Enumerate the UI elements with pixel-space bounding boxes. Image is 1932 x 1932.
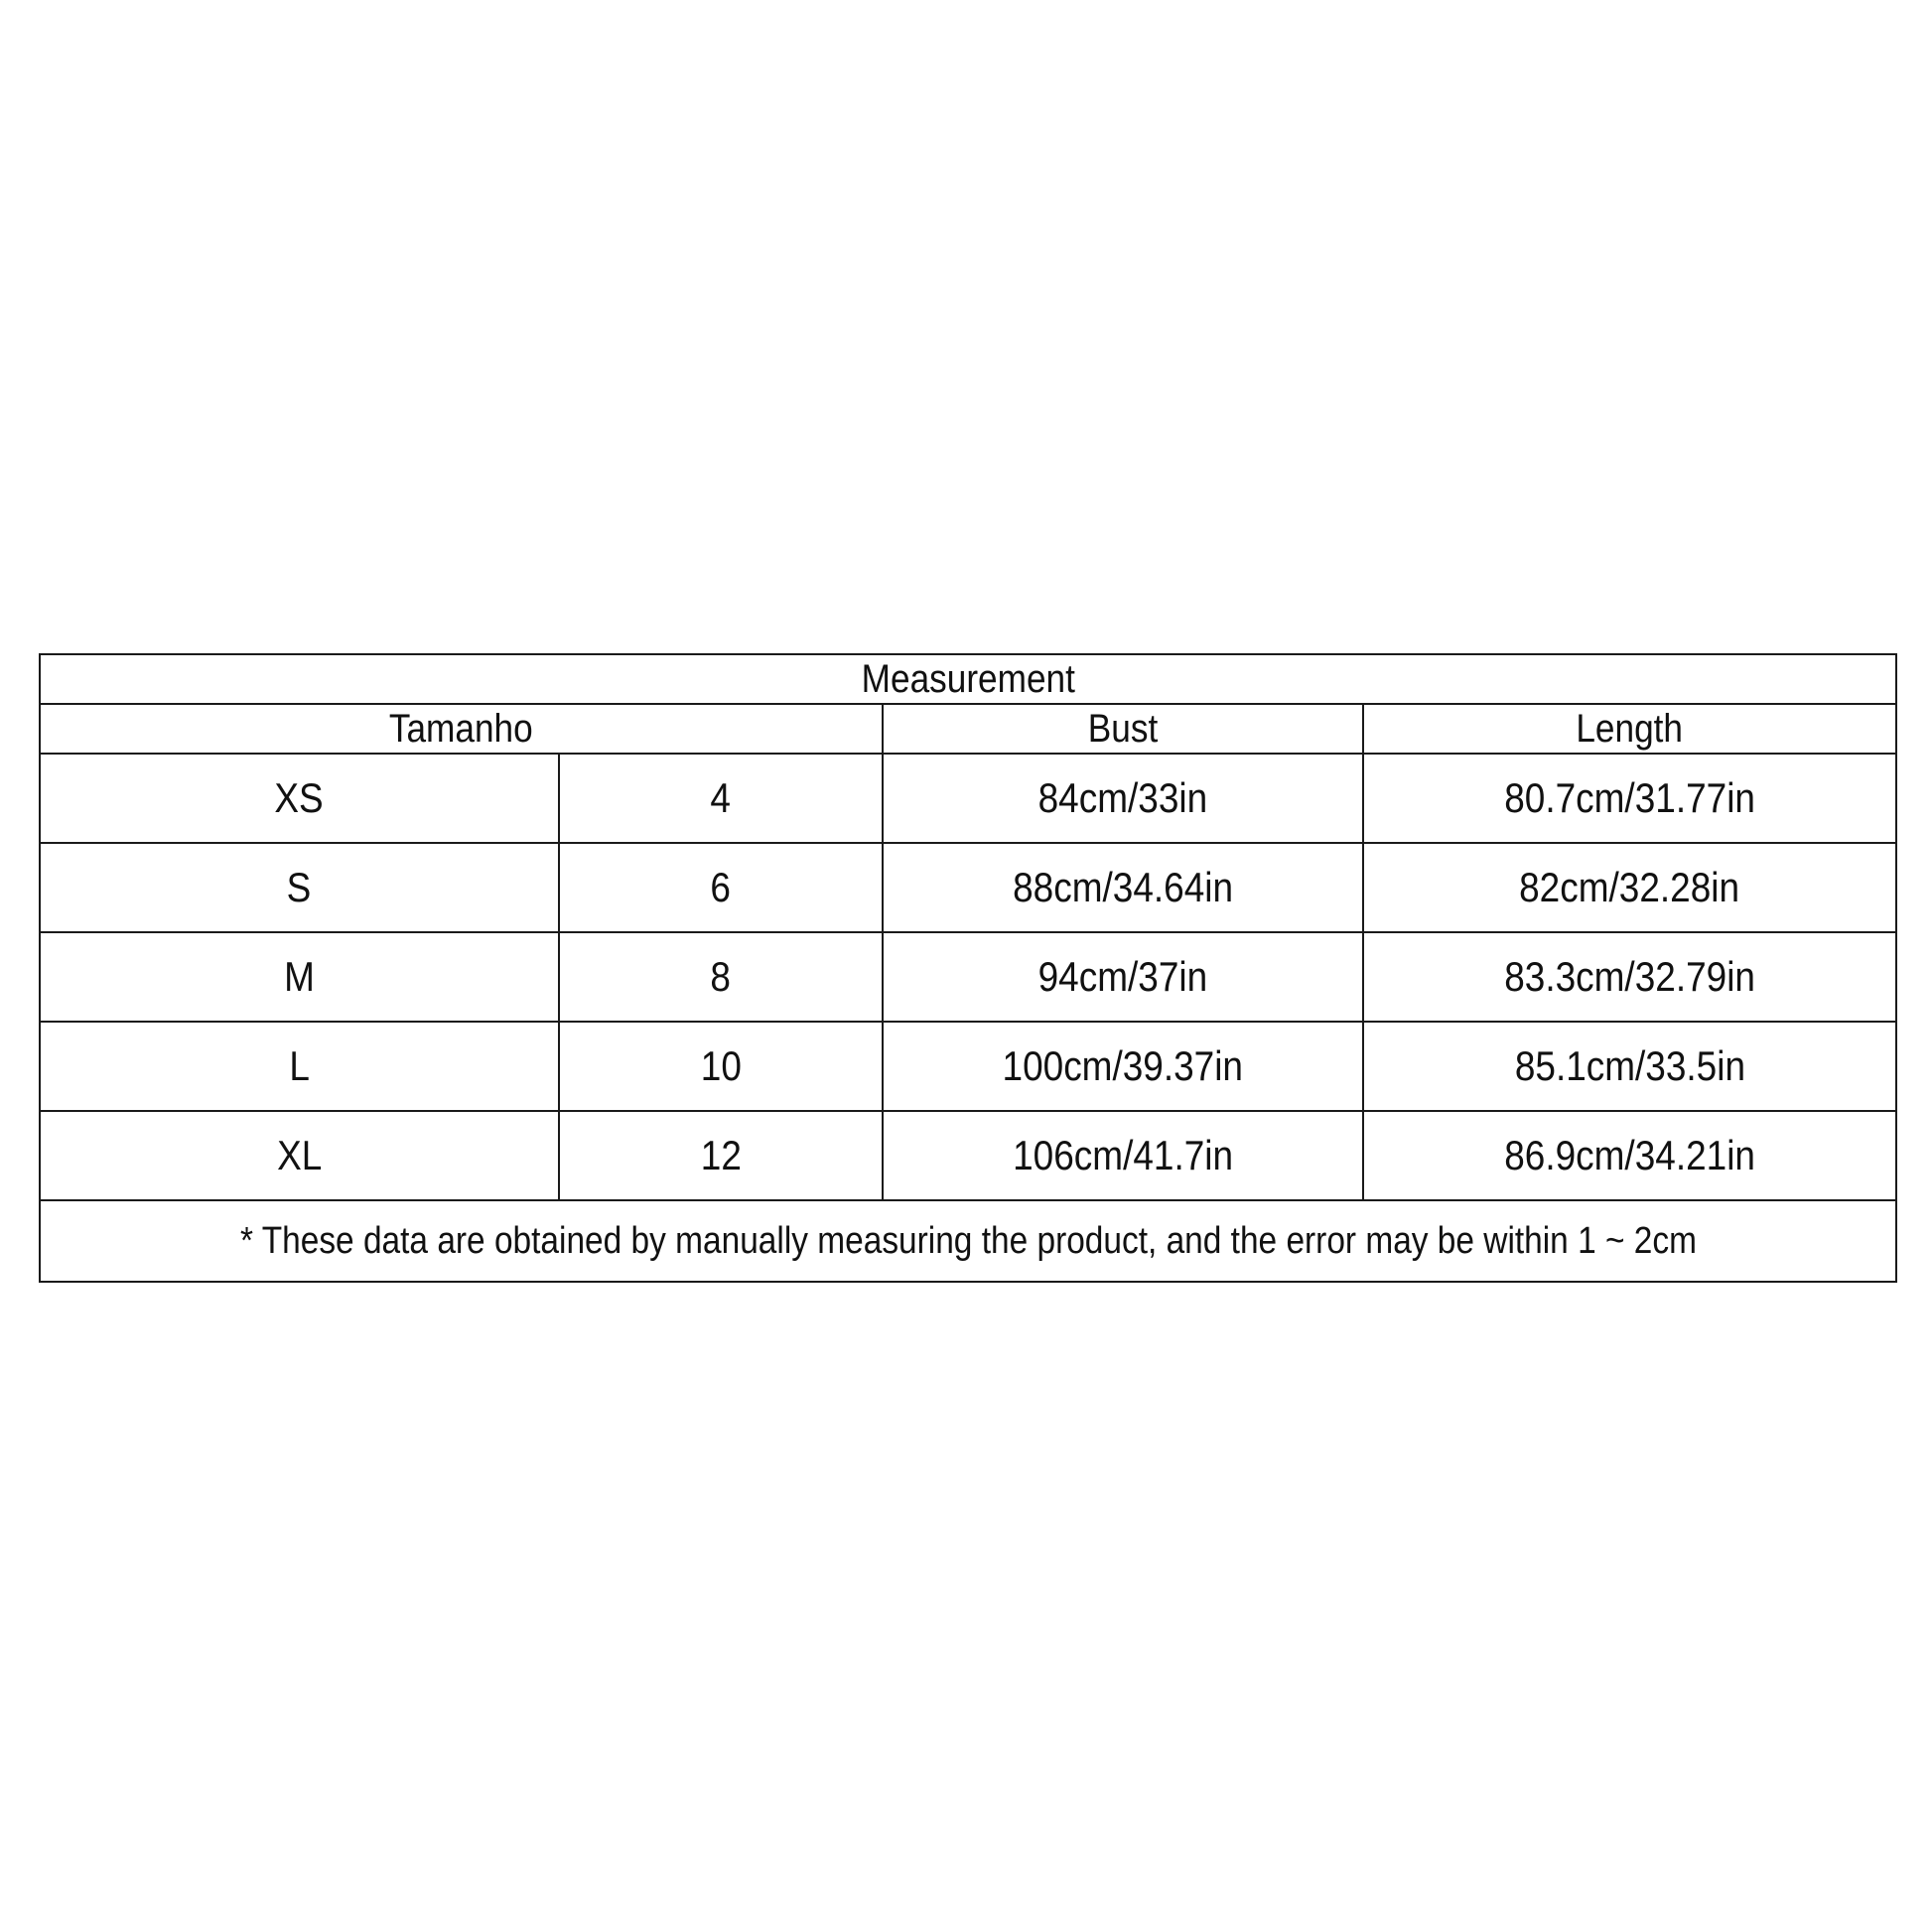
size-chart-table: [39, 653, 1897, 1283]
cell-length: 80.7cm/31.77in: [1363, 754, 1896, 843]
cell-size: M: [40, 932, 559, 1022]
table-row: [40, 843, 1896, 932]
cell-bust: 100cm/39.37in: [883, 1022, 1363, 1111]
table-row: [40, 754, 1896, 843]
table-row: [40, 1111, 1896, 1200]
table-row: [40, 932, 1896, 1022]
cell-length: 86.9cm/34.21in: [1363, 1111, 1896, 1200]
cell-size: L: [40, 1022, 559, 1111]
cell-length: 82cm/32.28in: [1363, 843, 1896, 932]
cell-length: 85.1cm/33.5in: [1363, 1022, 1896, 1111]
cell-bust: 84cm/33in: [883, 754, 1363, 843]
header-length: Length: [1363, 704, 1896, 754]
table-note-row: [40, 1200, 1896, 1282]
cell-number: 10: [559, 1022, 883, 1111]
cell-length: 83.3cm/32.79in: [1363, 932, 1896, 1022]
cell-size: XL: [40, 1111, 559, 1200]
cell-number: 12: [559, 1111, 883, 1200]
cell-size: XS: [40, 754, 559, 843]
table-title: Measurement: [40, 654, 1896, 704]
measurement-note: * These data are obtained by manually measuring the product, and the error may be within 1 ~ 2cm: [40, 1200, 1896, 1282]
table-row: [40, 1022, 1896, 1111]
cell-size: S: [40, 843, 559, 932]
header-bust: Bust: [883, 704, 1363, 754]
table-title-row: [40, 654, 1896, 704]
cell-bust: 88cm/34.64in: [883, 843, 1363, 932]
cell-bust: 106cm/41.7in: [883, 1111, 1363, 1200]
cell-number: 6: [559, 843, 883, 932]
header-size: Tamanho: [40, 704, 883, 754]
cell-number: 8: [559, 932, 883, 1022]
table-header-row: [40, 704, 1896, 754]
cell-bust: 94cm/37in: [883, 932, 1363, 1022]
cell-number: 4: [559, 754, 883, 843]
